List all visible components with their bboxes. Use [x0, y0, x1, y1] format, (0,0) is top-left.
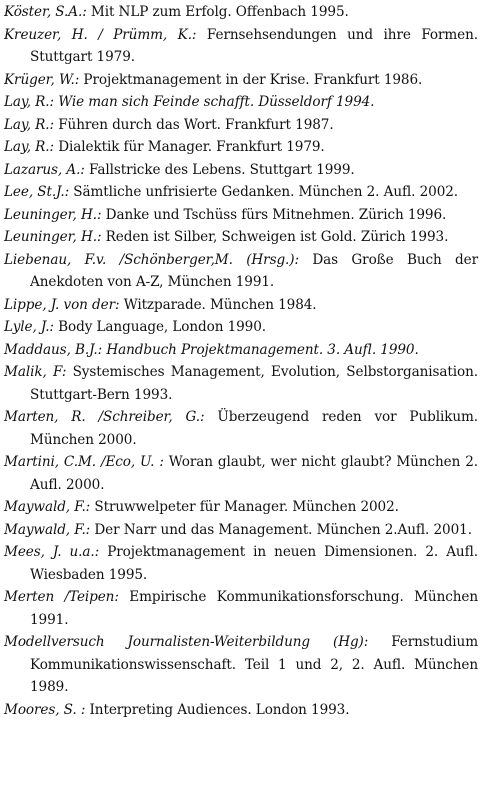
entry-author: Malik, F: — [4, 364, 67, 380]
bibliography-entry — [4, 226, 478, 249]
entry-title: Systemisches Management, Evolution, Selbstorganisation. Stuttgart-Bern 1993. — [30, 364, 478, 403]
bibliography-entry — [4, 114, 478, 137]
bibliography-entry — [4, 24, 478, 69]
bibliography-entry — [4, 496, 478, 519]
entry-title: Überzeugend reden vor Publikum. München 2000. — [30, 409, 478, 448]
bibliography-entry — [4, 1, 478, 24]
entry-author: Mees, J. u.a.: — [4, 544, 100, 560]
entry-author: Maywald, F.: — [4, 521, 91, 538]
entry-author: Lay, R.: — [4, 116, 54, 133]
entry-author: Krüger, W.: — [4, 71, 80, 88]
entry-title: Führen durch das Wort. Frankfurt 1987. — [53, 116, 334, 133]
entry-author: Lee, St.J.: — [4, 184, 70, 200]
bibliography-entry — [4, 586, 478, 631]
entry-title: Fernstudium Kommunikationswissenschaft. Teil 1 und 2, 2. Aufl. München 1989. — [30, 634, 478, 695]
entry-author: Merten /Teipen: — [4, 589, 119, 605]
bibliography-entry — [4, 249, 478, 294]
bibliography-entry — [4, 631, 478, 699]
entry-author: Lyle, J.: — [4, 319, 54, 335]
entry-title: Das Große Buch der Anekdoten von A-Z, München 1991. — [30, 251, 478, 290]
entry-title: Der Narr und das Management. München 2.Aufl. 2001. — [90, 521, 472, 538]
entry-author: Lazarus, A.: — [4, 161, 85, 178]
entry-author: Lay, R.: — [4, 139, 54, 155]
entry-author: Leuninger, H.: — [4, 229, 102, 245]
entry-title: Mit NLP zum Erfolg. Offenbach 1995. — [86, 4, 349, 20]
bibliography-entry — [4, 699, 478, 722]
bibliography-entry — [4, 316, 478, 339]
entry-title: Projektmanagement in neuen Dimensionen. 2. Aufl. Wiesbaden 1995. — [30, 544, 478, 583]
bibliography-entry — [4, 136, 478, 159]
bibliography-entry — [4, 294, 478, 317]
bibliography-page — [4, 1, 478, 721]
bibliography-entry — [4, 181, 478, 204]
entry-author: Lay, R.: — [4, 94, 54, 110]
entry-title: Wie man sich Feinde schafft. Düsseldorf 1994. — [53, 94, 375, 110]
entry-author: Moores, S. : — [4, 701, 86, 718]
bibliography-entry — [4, 91, 478, 114]
bibliography-entry — [4, 406, 478, 451]
entry-author: Lippe, J. von der: — [4, 296, 120, 313]
entry-author: Marten, R. /Schreiber, G.: — [4, 409, 205, 425]
bibliography-entry — [4, 204, 478, 227]
entry-title: Body Language, London 1990. — [53, 319, 266, 335]
bibliography-entry — [4, 451, 478, 496]
entry-title: Handbuch Projektmanagement. 3. Aufl. 1990. — [102, 341, 419, 358]
bibliography-entry — [4, 69, 478, 92]
bibliography-entry — [4, 339, 478, 362]
entry-title: Woran glaubt, wer nicht glaubt? München 2. Aufl. 2000. — [30, 454, 478, 493]
entry-author: Martini, C.M. /Eco, U. : — [4, 454, 164, 470]
bibliography-entry — [4, 361, 478, 406]
entry-author: Kreuzer, H. / Prümm, K.: — [4, 26, 197, 43]
entry-title: Struwwelpeter für Manager. München 2002. — [90, 499, 399, 515]
entry-title: Dialektik für Manager. Frankfurt 1979. — [53, 139, 325, 155]
entry-title: Fallstricke des Lebens. Stuttgart 1999. — [84, 161, 355, 178]
entry-author: Maddaus, B.J.: — [4, 341, 103, 358]
bibliography-entry — [4, 519, 478, 542]
entry-title: Witzparade. München 1984. — [119, 296, 317, 313]
entry-title: Fernsehsendungen und ihre Formen. Stuttgart 1979. — [30, 26, 478, 65]
entry-author: Köster, S.A.: — [4, 4, 87, 20]
bibliography-entry — [4, 159, 478, 182]
entry-author: Maywald, F.: — [4, 499, 91, 515]
entry-title: Danke und Tschüss fürs Mitnehmen. Zürich 1996. — [101, 206, 447, 223]
entry-title: Empirische Kommunikationsforschung. München 1991. — [30, 589, 478, 628]
entry-author: Modellversuch Journalisten-Weiterbildung (Hg): — [4, 634, 369, 650]
entry-title: Reden ist Silber, Schweigen ist Gold. Zürich 1993. — [101, 229, 449, 245]
entry-title: Projektmanagement in der Krise. Frankfurt 1986. — [79, 71, 423, 88]
entry-title: Sämtliche unfrisierte Gedanken. München 2. Aufl. 2002. — [69, 184, 459, 200]
entry-author: Leuninger, H.: — [4, 206, 102, 223]
entry-author: Liebenau, F.v. /Schönberger,M. (Hrsg.): — [4, 251, 299, 268]
entry-title: Interpreting Audiences. London 1993. — [85, 701, 350, 718]
bibliography-entry — [4, 541, 478, 586]
